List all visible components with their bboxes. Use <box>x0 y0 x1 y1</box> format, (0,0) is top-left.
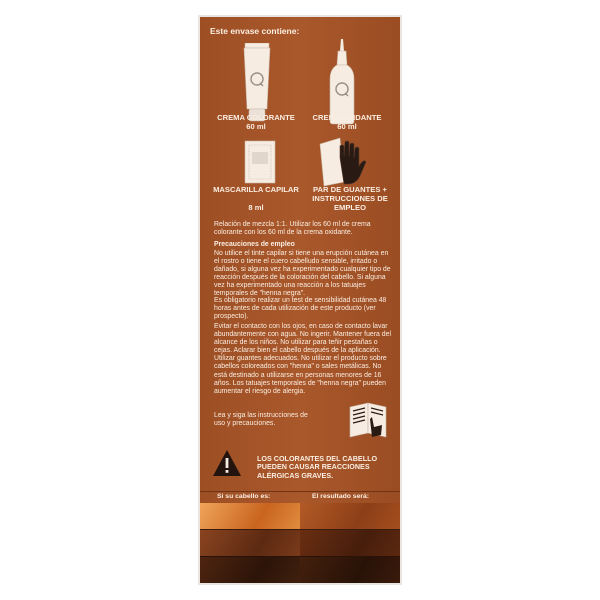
hair-swatch-after-2 <box>300 530 400 556</box>
precautions-paragraph-1: No utilice el tinte capilar si tiene una erupción cutánea en el rostro o tiene el cuero cabelludo sensible, irritado o dañado, si alguna vez ha experimentado cualquier tipo de reacción después de la coloración del cabello. Si alguna vez ha experimentado una reacción a los tatuajes temporales de "henna negra". <box>214 250 391 298</box>
table-divider <box>200 491 400 492</box>
sachet-icon <box>244 140 276 184</box>
hair-swatch-after-3 <box>300 557 400 583</box>
gloves-icon <box>318 136 368 188</box>
hair-swatch-before-2 <box>200 530 300 556</box>
item-tube-name: CREMA COLORANTE <box>217 113 295 122</box>
precautions-title: Precauciones de empleo <box>214 241 295 248</box>
precautions-paragraph-2: Es obligatorio realizar un test de sensibilidad cutánea 48 horas antes de cada utilización de este producto (ver prospecto). <box>214 297 387 321</box>
read-instructions-text: Lea y siga las instrucciones de uso y precauciones. <box>214 412 308 428</box>
hair-swatch-before-1 <box>200 503 300 529</box>
tube-icon <box>240 43 274 123</box>
contents-header: Este envase contiene: <box>210 26 300 36</box>
item-bottle-name: CREMA OXIDANTE <box>312 113 382 122</box>
after-column-label: El resultado será: <box>312 493 370 500</box>
instruction-leaflet-icon <box>348 399 390 439</box>
item-gloves-name: PAR DE GUANTES + INSTRUCCIONES DE EMPLEO <box>312 185 388 212</box>
hair-swatch-after-1 <box>300 503 400 529</box>
allergy-warning-text: LOS COLORANTES DEL CABELLO PUEDEN CAUSAR REACCIONES ALÉRGICAS GRAVES. <box>257 454 378 480</box>
hair-swatch-before-3 <box>200 557 300 583</box>
item-sachet-volume: 8 ml <box>248 203 264 212</box>
warning-icon <box>212 449 242 477</box>
item-bottle-volume: 60 ml <box>337 122 357 131</box>
product-box-side <box>200 17 400 583</box>
item-tube-volume: 60 ml <box>246 122 266 131</box>
mix-ratio-text: Relación de mezcla 1:1. Utilizar los 60 ml de crema colorante con los 60 ml de la crema oxidante. <box>214 221 371 237</box>
swatch-divider-1 <box>200 529 400 530</box>
precautions-paragraph-3: Evitar el contacto con los ojos, en caso de contacto lavar abundantemente con agua. No ingerir. Mantener fuera del alcance de los niños. No utilizar para teñir pestañas o cejas. Aclarar bien el cabello después de la aplicación. Utilizar guantes adecuados. No utilizar el producto sobre cabellos coloreados con "henna" o sales metálicas. No está destinado a utilizarse en personas menores de 16 años. Los tatuajes temporales de "henna negra" pueden aumentar el riesgo de alergia. <box>214 323 391 395</box>
before-column-label: Si su cabello es: <box>217 493 271 500</box>
item-sachet-name: MASCARILLA CAPILAR <box>213 185 299 194</box>
swatch-divider-2 <box>200 556 400 557</box>
